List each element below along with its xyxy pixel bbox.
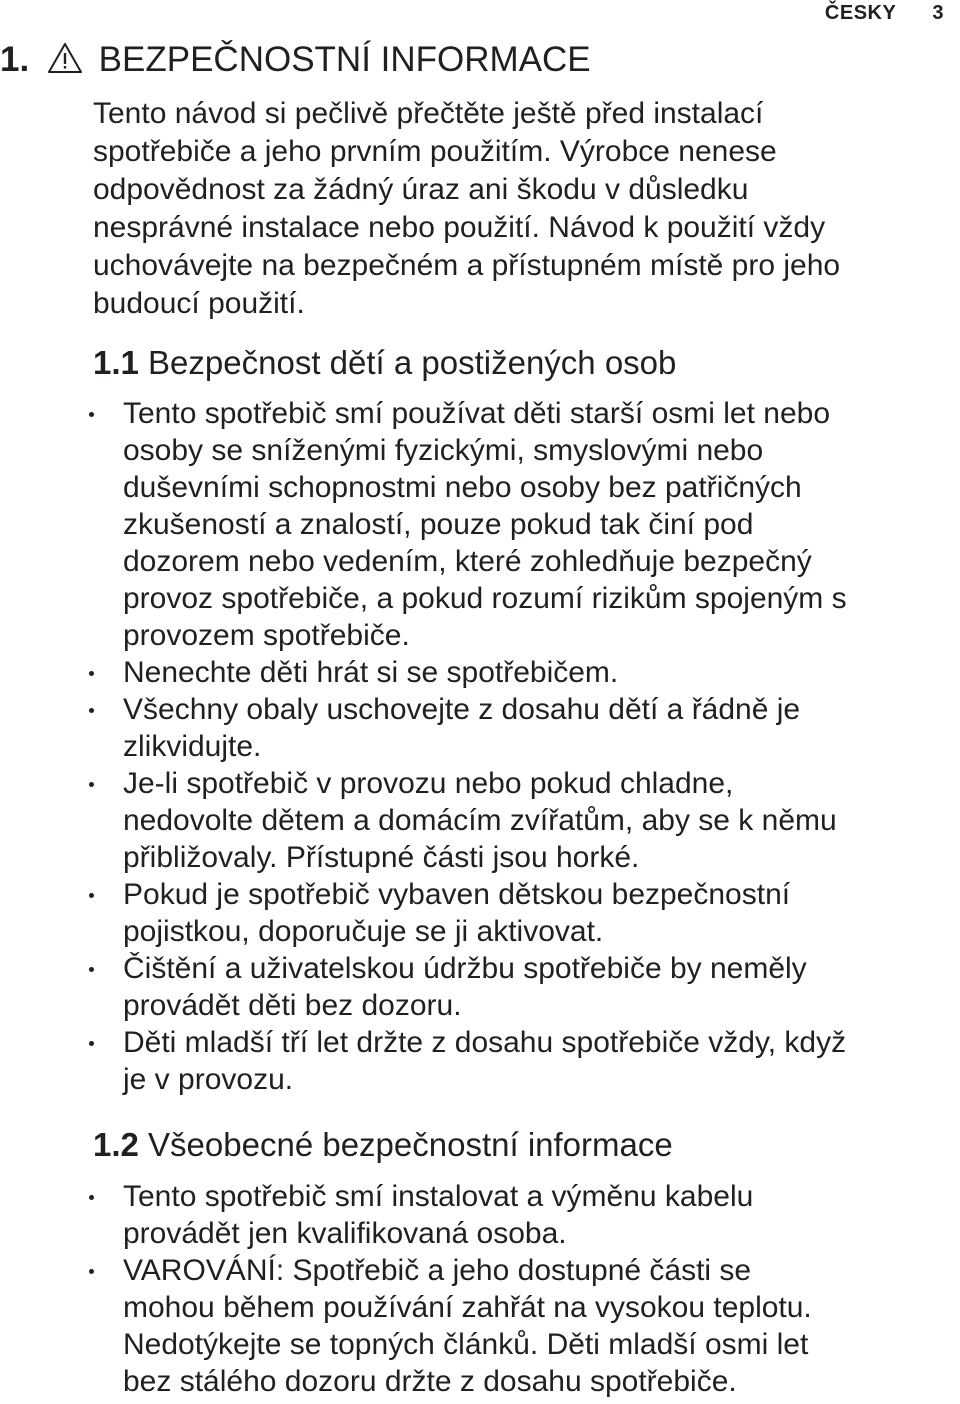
language-label: ČESKY	[824, 2, 897, 24]
list-item-text: Všechny obaly uschovejte z dosahu dětí a řádně je zlikvidujte.	[123, 693, 801, 763]
list-item	[0, 950, 960, 1024]
bullet-icon	[89, 782, 94, 787]
list-item-text: Tento spotřebič smí používat děti starší osmi let nebo osoby se sníženými fyzickými, smyslovými nebo duševními schopnostmi nebo osoby bez patřičných zkušeností a znalostí, pouze pokud tak činí pod dozorem nebo vedením, které zohledňuje bezpečný provoz spotřebiče, a pokud rozumí rizikům spojeným s provozem spotřebiče.	[123, 397, 847, 652]
list-item-text: Čištění a uživatelskou údržbu spotřebiče by neměly provádět děti bez dozoru.	[123, 952, 807, 1022]
bullet-icon	[89, 671, 94, 676]
intro-paragraph: Tento návod si pečlivě přečtěte ještě před instalací spotřebiče a jeho prvním použitím. Výrobce nenese odpovědnost za žádný úraz ani škodu v důsledku nesprávné instalace nebo použití. Návod k použití vždy uchovávejte na bezpečném a přístupném místě pro jeho budoucí použití.	[93, 97, 841, 320]
list-item	[0, 395, 960, 654]
subsection-number: 1.1	[93, 344, 139, 381]
bullet-icon	[89, 1041, 94, 1046]
list-item-text: VAROVÁNÍ: Spotřebič a jeho dostupné části se mohou během používání zahřát na vysokou teplotu. Nedotýkejte se topných článků. Děti mladší osmi let bez stálého dozoru držte z dosahu spotřebiče.	[123, 1254, 812, 1398]
list-item-text: Tento spotřebič smí instalovat a výměnu kabelu provádět jen kvalifikovaná osoba.	[123, 1180, 754, 1250]
warning-triangle-icon	[47, 42, 83, 74]
list-item	[0, 765, 960, 876]
subsection-number: 1.2	[93, 1126, 139, 1163]
list-item-text: Nenechte děti hrát si se spotřebičem.	[123, 656, 619, 689]
subsection-title: Bezpečnost dětí a postižených osob	[148, 344, 677, 381]
section-heading	[0, 40, 591, 80]
section-title: BEZPEČNOSTNÍ INFORMACE	[98, 40, 591, 79]
bullet-icon	[89, 967, 94, 972]
bullet-icon	[89, 1195, 94, 1200]
list-item	[0, 1252, 960, 1400]
bullet-icon	[89, 412, 94, 417]
list-item-text: Je-li spotřebič v provozu nebo pokud chladne, nedovolte dětem a domácím zvířatům, aby se k němu přibližovaly. Přístupné části jsou horké.	[123, 767, 837, 874]
list-item-text: Děti mladší tří let držte z dosahu spotřebiče vždy, když je v provozu.	[123, 1026, 847, 1096]
list-item	[0, 654, 960, 691]
list-item	[0, 876, 960, 950]
list-item-text: Pokud je spotřebič vybaven dětskou bezpečnostní pojistkou, doporučuje se ji aktivovat.	[123, 878, 791, 948]
subsection-heading-child-safety	[93, 343, 676, 383]
child-safety-list	[0, 395, 960, 1098]
list-item	[0, 691, 960, 765]
page-number: 3	[932, 2, 944, 24]
general-safety-list	[0, 1178, 960, 1400]
list-item	[0, 1024, 960, 1098]
bullet-icon	[89, 708, 94, 713]
bullet-icon	[89, 893, 94, 898]
section-number: 1.	[0, 40, 30, 79]
list-item	[0, 1178, 960, 1252]
page-header	[825, 2, 944, 25]
bullet-icon	[89, 1269, 94, 1274]
subsection-title: Všeobecné bezpečnostní informace	[148, 1126, 673, 1163]
subsection-heading-general-safety	[93, 1125, 673, 1165]
